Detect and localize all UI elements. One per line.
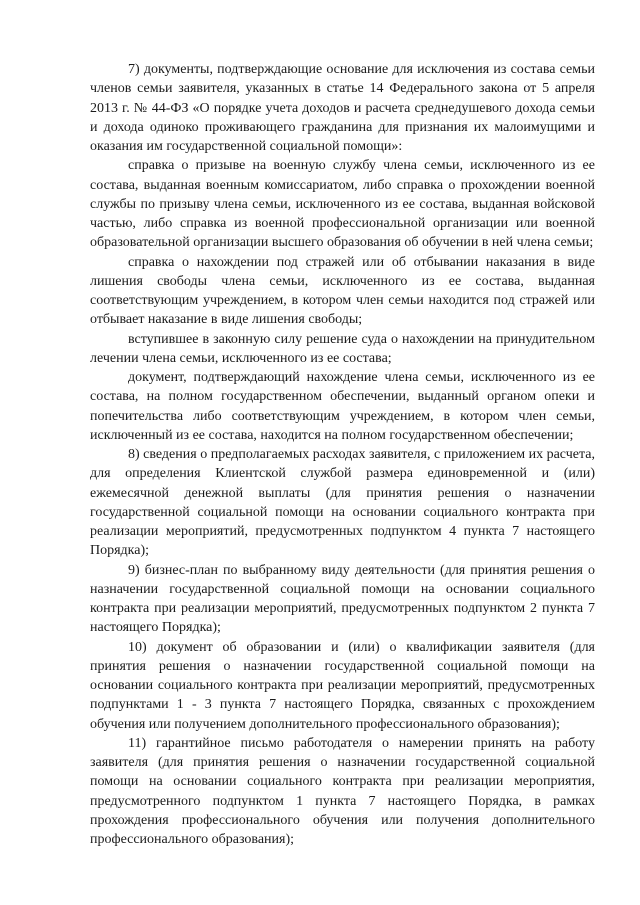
paragraph-item-11: 11) гарантийное письмо работодателя о намерении принять на работу заявителя (для принятия решения о назначении государственной социальной помощи на основании социального контракта при реализации мероприятия, предусмотренного подпунктом 1 пункта 7 настоящего Порядка, в рамках прохождения профессионального обучения или получения дополнительного профессионального образования); [90, 735, 595, 847]
paragraph-item-10: 10) документ об образовании и (или) о квалификации заявителя (для принятия решения о назначении государственной социальной помощи на основании социального контракта при реализации мероприятий, предусмотренных подпунктами 1 - 3 пункта 7 настоящего Порядка, связанных с прохождением обучения или получением дополнительного профессионального образования); [90, 639, 595, 732]
paragraph-military-certificate: справка о призыве на военную службу члена семьи, исключенного из ее состава, выданная военным комиссариатом, либо справка о прохождении военной службы по призыву члена семьи, исключенного из ее состава, выданная войсковой частью, либо справка из военной профессиональной организации или военной образовательной организации высшего образования об обучении в ней члена семьи; [90, 158, 595, 251]
paragraph-item-7: 7) документы, подтверждающие основание для исключения из состава семьи членов семьи заявителя, указанных в статье 14 Федерального закона от 5 апреля 2013 г. № 44-ФЗ «О порядке учета доходов и расчета среднедушевого дохода семьи и дохода одиноко проживающего гражданина для признания их малоимущими и оказания им государственной социальной помощи»: [90, 62, 595, 154]
document-page [90, 60, 595, 849]
paragraph-state-support-document: документ, подтверждающий нахождение члена семьи, исключенного из ее состава, на полном государственном обеспечении, выданный органом опеки и попечительства либо соответствующим учреждением, в котором член семьи, исключенный из ее состава, находится на полном государственном обеспечении; [90, 370, 595, 443]
paragraph-item-8: 8) сведения о предполагаемых расходах заявителя, с приложением их расчета, для определения Клиентской службой размера единовременной и (или) ежемесячной денежной выплаты (для принятия решения о назначении государственной социальной помощи на основании социального контракта при реализации мероприятий, предусмотренных подпунктом 4 пункта 7 настоящего Порядка); [90, 447, 595, 559]
paragraph-item-9: 9) бизнес-план по выбранному виду деятельности (для принятия решения о назначении государственной социальной помощи на основании социального контракта при реализации мероприятий, предусмотренных подпунктом 2 пункта 7 настоящего Порядка); [90, 562, 595, 636]
paragraph-court-decision: вступившее в законную силу решение суда о нахождении на принудительном лечении члена семьи, исключенного из ее состава; [90, 331, 595, 366]
paragraph-custody-certificate: справка о нахождении под стражей или об отбывании наказания в виде лишения свободы члена семьи, исключенного из ее состава, выданная соответствующим учреждением, в котором член семьи находится под стражей или отбывает наказание в виде лишения свободы; [90, 254, 595, 328]
